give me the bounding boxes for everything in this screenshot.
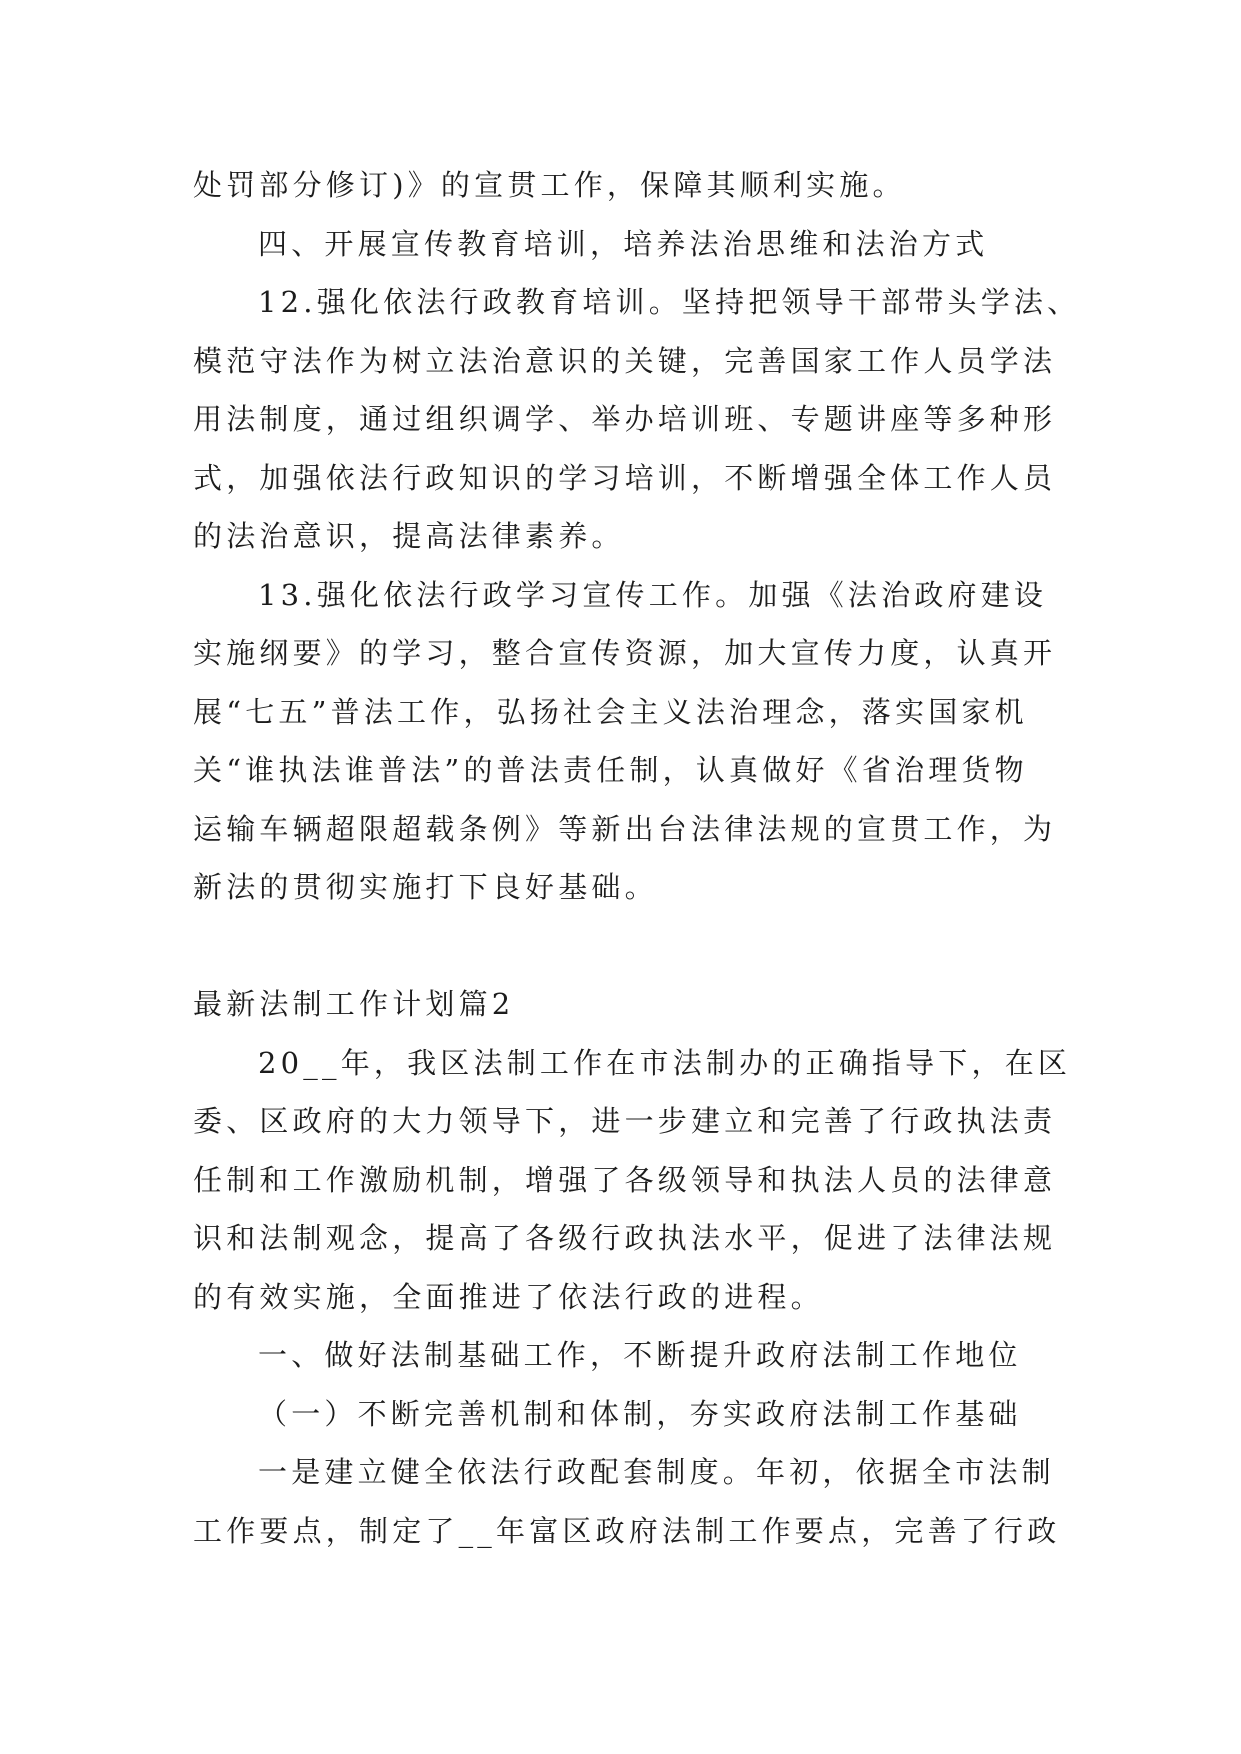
text-line: 展“七五”普法工作，弘扬社会主义法治理念，落实国家机	[193, 694, 1028, 729]
paragraph-item-12	[193, 273, 1241, 566]
heading-line: 四、开展宣传教育培训，培养法治思维和法治方式	[258, 226, 989, 261]
text-line: 的有效实施，全面推进了依法行政的进程。	[193, 1279, 824, 1314]
text-line: 12.强化依法行政教育培训。坚持把领导干部带头学法、	[258, 285, 1081, 319]
text-line: 处罚部分修订)》的宣贯工作，保障其顺利实施。	[193, 168, 906, 202]
paragraph-continuation	[193, 156, 1241, 215]
text-line: 新法的贯彻实施打下良好基础。	[193, 870, 658, 904]
text-line: 任制和工作激励机制，增强了各级领导和执法人员的法律意	[193, 1162, 1057, 1197]
text-line: 委、区政府的大力领导下，进一步建立和完善了行政执法责	[193, 1104, 1057, 1138]
text-line: 的法治意识，提高法律素养。	[193, 519, 625, 553]
heading-line: （一）不断完善机制和体制，夯实政府法制工作基础	[258, 1396, 1022, 1431]
section-heading-1	[193, 1326, 1241, 1385]
text-line: 模范守法作为树立法治意识的关键，完善国家工作人员学法	[193, 343, 1057, 378]
section-heading-4	[193, 215, 1241, 274]
text-line: 一是建立健全依法行政配套制度。年初，依据全市法制	[258, 1455, 1055, 1489]
text-line: 运输车辆超限超载条例》等新出台法律法规的宣贯工作，为	[193, 811, 1057, 846]
text-line: 识和法制观念，提高了各级行政执法水平，促进了法律法规	[193, 1221, 1057, 1255]
blank-line	[193, 917, 1241, 976]
text-line: 20__年，我区法制工作在市法制办的正确指导下，在区	[258, 1045, 1072, 1080]
text-line: 13.强化依法行政学习宣传工作。加强《法治政府建设	[258, 577, 1048, 612]
heading-line: 一、做好法制基础工作，不断提升政府法制工作地位	[258, 1338, 1022, 1372]
text-line: 式，加强依法行政知识的学习培训，不断增强全体工作人员	[193, 460, 1057, 495]
text-line: 用法制度，通过组织调学、举办培训班、专题讲座等多种形	[193, 402, 1057, 436]
paragraph-intro	[193, 1034, 1241, 1327]
title-line: 最新法制工作计划篇2	[193, 987, 515, 1021]
paragraph-item-13	[193, 566, 1241, 917]
paragraph-point-1	[193, 1443, 1241, 1560]
subheading-1	[193, 1385, 1241, 1444]
text-line: 实施纲要》的学习，整合宣传资源，加大宣传力度，认真开	[193, 636, 1057, 670]
text-line: 关“谁执法谁普法”的普法责任制，认真做好《省治理货物	[193, 753, 1028, 787]
document-title	[193, 975, 1241, 1034]
text-line: 工作要点，制定了__年富区政府法制工作要点，完善了行政	[193, 1513, 1061, 1548]
